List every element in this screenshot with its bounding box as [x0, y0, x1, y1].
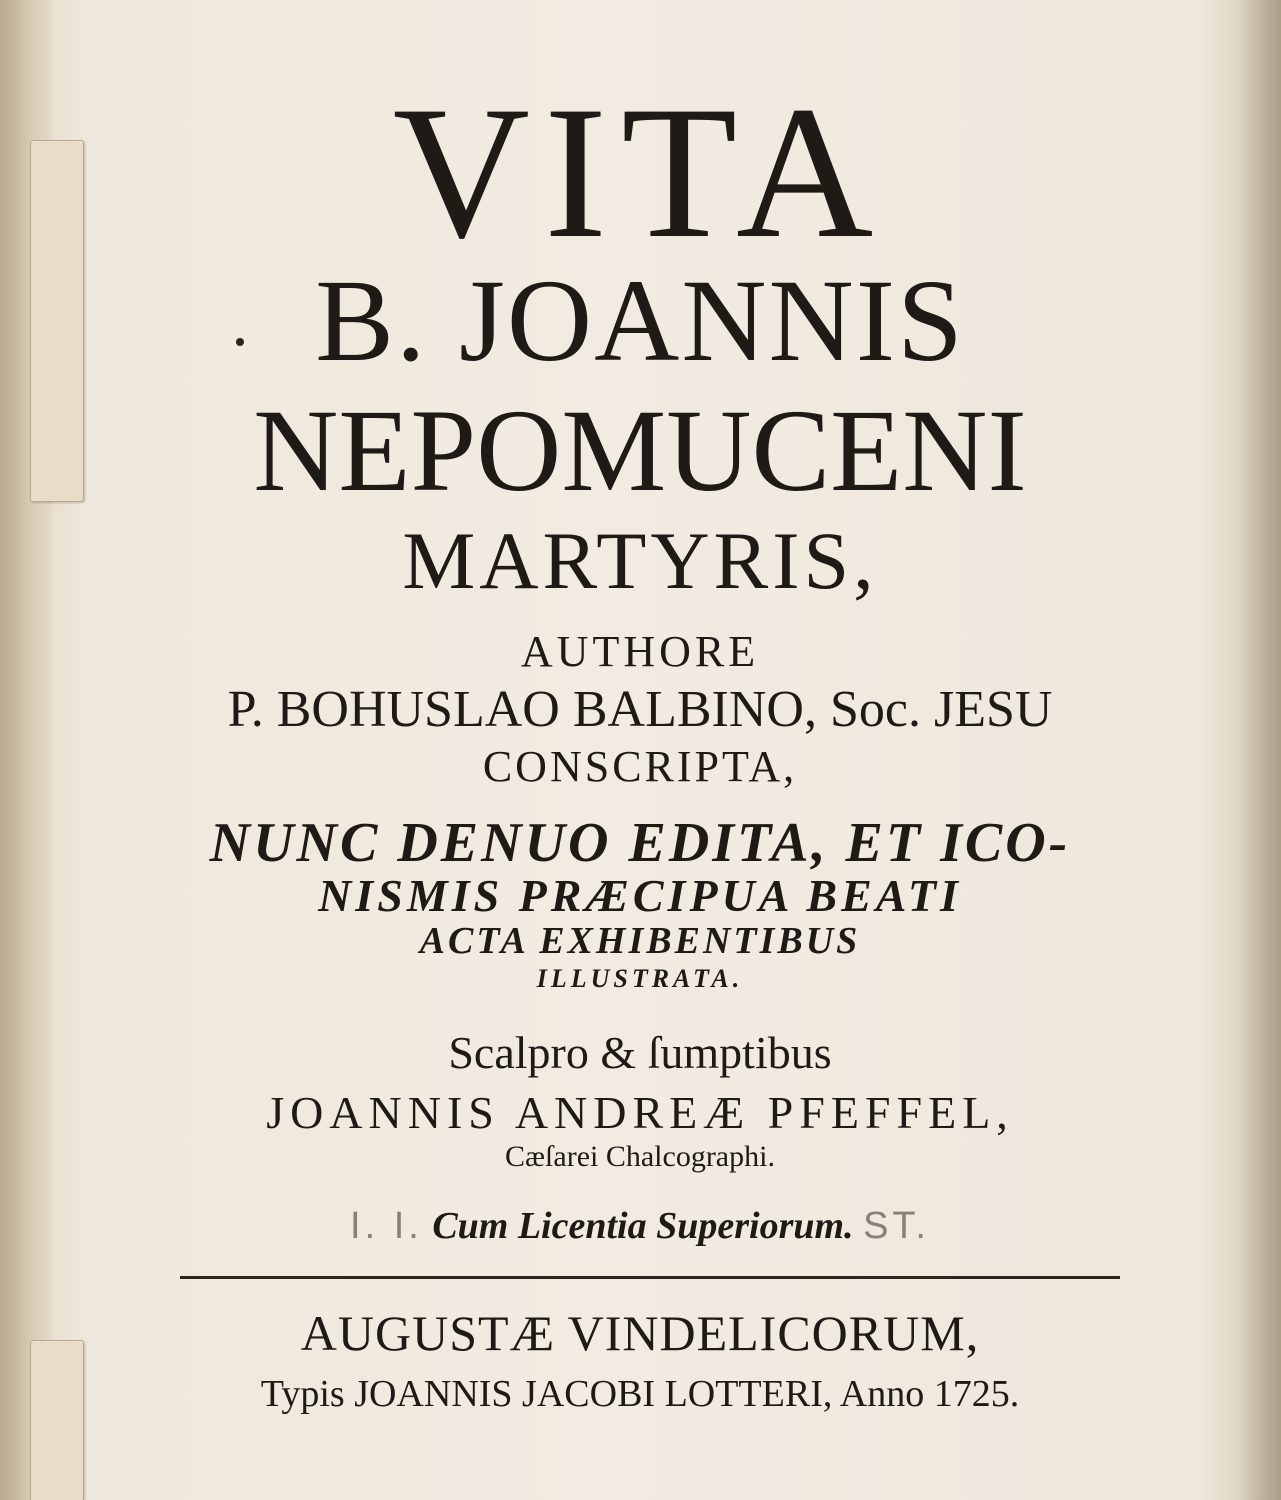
imprint-place: AUGUSTÆ VINDELICORUM, [300, 1305, 980, 1361]
edition-line-1: NUNC DENUO EDITA, ET ICO- [209, 812, 1071, 874]
torn-paper-strip-upper [30, 140, 84, 502]
torn-paper-strip-lower [30, 1340, 84, 1500]
divider-rule [180, 1276, 1120, 1279]
subject-name: B. JOANNIS [315, 255, 965, 386]
imprint-line: Typis JOANNIS JACOBI LOTTERI, Anno 1725. [260, 1373, 1020, 1415]
book-title: VITA [392, 68, 888, 278]
subject-epithet: MARTYRIS, [402, 515, 878, 606]
licence-text: Cum Licentia Superiorum. [432, 1205, 854, 1247]
edition-line-2: NISMIS PRÆCIPUA BEATI [318, 870, 962, 921]
licence-line [100, 1207, 1180, 1245]
manuscript-mark-left: I. I. [350, 1205, 423, 1247]
conscripta-line: CONSCRIPTA, [482, 742, 798, 791]
engraver-title: Cæſarei Chalcographi. [505, 1140, 775, 1173]
manuscript-mark-right: ST. [863, 1205, 930, 1247]
engraver-name: JOANNIS ANDREÆ PFEFFEL, [266, 1087, 1014, 1138]
edition-line-4: ILLUSTRATA. [536, 964, 744, 993]
page-right-edge [1237, 0, 1281, 1500]
author-label: AUTHORE [520, 627, 760, 676]
edition-line-3: ACTA EXHIBENTIBUS [419, 920, 861, 962]
engraver-intro: Scalpro & ſumptibus [448, 1027, 832, 1078]
author-name: P. BOHUSLAO BALBINO, Soc. JESU [227, 681, 1053, 738]
subject-surname: NEPOMUCENI [253, 385, 1027, 516]
